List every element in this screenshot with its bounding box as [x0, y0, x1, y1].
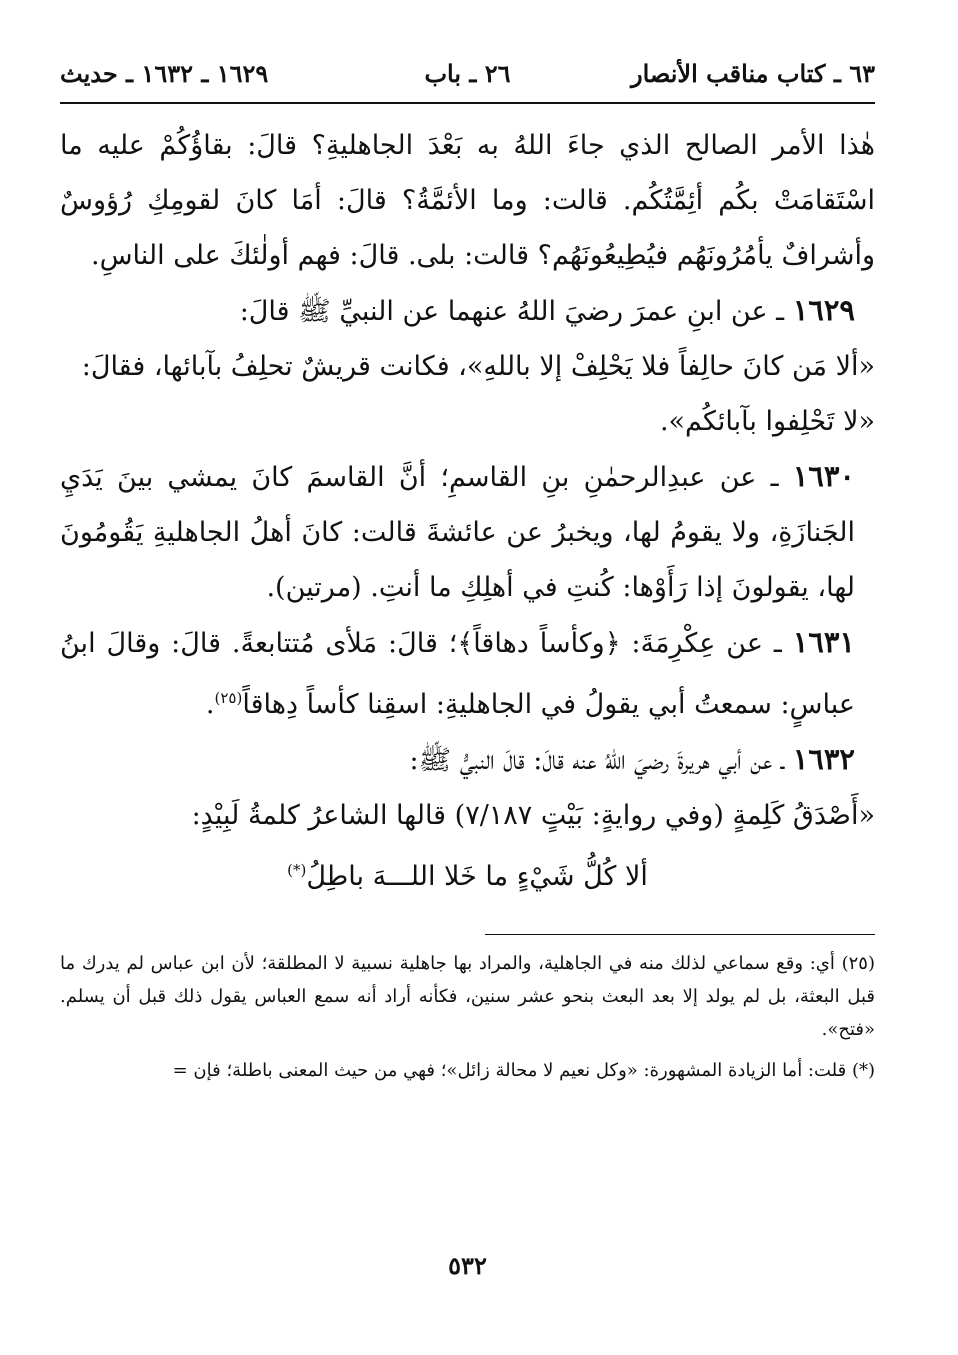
hadith-1629 — [60, 283, 875, 339]
hadith-intro: ـ عن ابنِ عمرَ رضيَ اللهُ عنهما عن النبيِّ ﷺ قالَ: — [239, 296, 785, 327]
hadith-1629-quote-1: «ألا مَن كانَ حالِفاً فلا يَحْلِفْ إلا باللهِ»، فكانت قريشٌ تحلِفُ بآبائها، فقالَ: — [81, 351, 875, 382]
footnote-divider — [485, 934, 875, 935]
hadith-number: ١٦٣٢ — [792, 742, 855, 776]
book-page — [60, 52, 875, 1292]
hadith-text: ـ عن عبدِالرحمٰنِ بنِ القاسمِ؛ أنَّ القاسمَ كانَ يمشي بينَ يَدَيِ الجَنازَةِ، ولا يقومُ لها، ويخبرُ عن عائشةَ قالت: كانَ أهلُ الجاهليةِ يَقُومُونَ لها، يقولونَ إذا رَأَوْها: كُنتِ في أهلِكِ ما أنتِ. (مرتين). — [60, 462, 855, 603]
poem-verse — [60, 843, 875, 904]
hadith-intro: ـ عن أبي هريرةَ رضيَ اللهُ عنه قالَ: قالَ النبيُّ ﷺ: — [409, 745, 785, 776]
header-chapter: ٢٦ ـ باب — [424, 58, 511, 88]
hadith-number: ١٦٣١ — [792, 625, 855, 659]
hadith-1632 — [60, 732, 875, 788]
page-number: ٥٣٢ — [448, 1251, 487, 1280]
header-hadith-range: ١٦٢٩ ـ ١٦٣٢ ـ حديث — [60, 58, 269, 88]
hadith-1629-quote-2: «لا تَحْلِفوا بآبائكُم». — [659, 406, 875, 437]
footnote-star: (*) قلت: أما الزيادة المشهورة: «وكل نعيم لا محالة زائل»؛ فهي من حيث المعنى باطلة؛ فإن = — [172, 1060, 875, 1081]
hadith-text: ـ عن عِكْرِمَةَ: ﴿وكأساً دهاقاً﴾؛ قالَ: مَلأى مُتتابعةً. قالَ: وقالَ ابنُ عباسٍ: سمعتُ أبي يقولُ في الجاهليةِ: اسقِنا كأساً دِهاقاً — [60, 628, 855, 720]
footnote-ref-star[interactable]: (*) — [287, 861, 307, 879]
header-book-title: ٦٣ ـ كتاب مناقب الأنصار — [630, 58, 875, 88]
footnote-25: (٢٥) أي: وقع سماعي لذلك منه في الجاهلية، والمراد بها جاهلية نسبية لا المطلقة؛ لأن ابن عباس لم يدرك ما قبل البعثة، بل لم يولد إلا بعد البعث بنحو عشر سنين، فكأنه أراد أنه سمع العباس يقول ذلك قبل أن يسلم. «فتح». — [60, 953, 875, 1040]
main-text — [60, 118, 875, 904]
hadith-1631: ١٦٣١ ـ عن عِكْرِمَةَ: ﴿وكأساً دهاقاً﴾؛ قالَ: مَلأى مُتتابعةً. قالَ: وقالَ ابنُ عباسٍ: سمعتُ أبي يقولُ في الجاهليةِ: اسقِنا كأساً دِهاقاً$^{(٢٥)}$. — [60, 625, 855, 720]
hadith-number: ١٦٢٩ — [792, 293, 855, 327]
footnote-ref-25[interactable]: (٢٥) — [214, 689, 243, 707]
hadith-number: ١٦٣٠ — [792, 459, 855, 493]
footnotes — [60, 947, 875, 1087]
verse-text: ألا كُلُّ شَيْءٍ ما خَلا اللـــهَ باطِلُ — [306, 861, 648, 892]
paragraph-continuation: هٰذا الأمر الصالح الذي جاءَ اللهُ به بَعْدَ الجاهليةِ؟ قالَ: بقاؤُكُمْ عليه ما اسْتَقامَتْ بكُم أئِمَّتُكُم. قالت: وما الأئمَّةُ؟ قالَ: أمَا كانَ لقومِكِ رُؤوسٌ وأشرافٌ يأمُرُونَهُم فيُطِيعُونَهُم؟ قالت: بلى. قالَ: فهم أولٰئكَ على الناسِ. — [60, 130, 875, 271]
hadith-1632-quote: «أَصْدَقُ كَلِمةٍ (وفي روايةٍ: بَيْتٍ ٧/١٨٧) قالها الشاعرُ كلمةُ لَبِيْدٍ: — [191, 800, 875, 831]
hadith-1630 — [60, 449, 875, 615]
header-divider — [60, 102, 875, 104]
running-header — [60, 52, 875, 94]
